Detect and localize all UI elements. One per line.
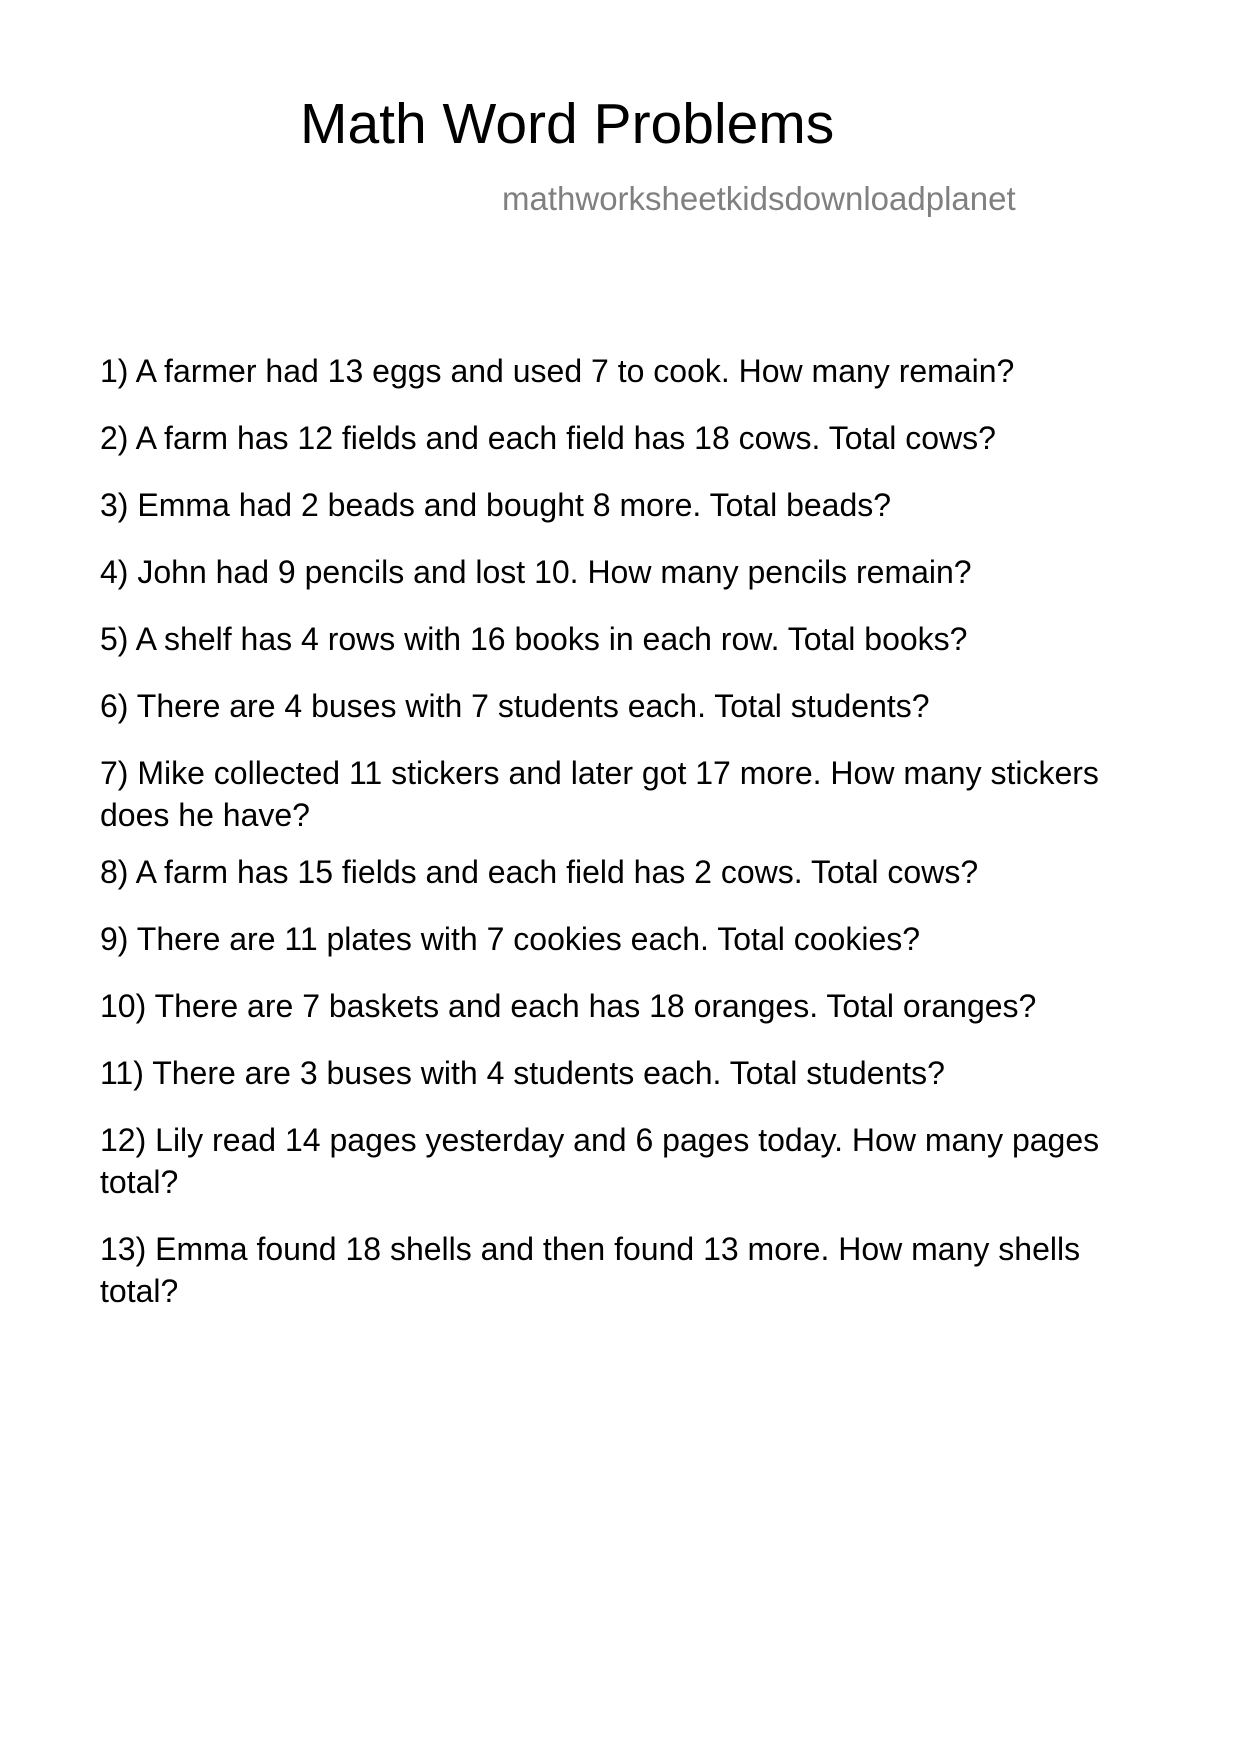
page-subtitle: mathworksheetkidsdownloadplanet xyxy=(502,180,1016,217)
problem-item: 1) A farmer had 13 eggs and used 7 to cook. How many remain? xyxy=(100,353,1015,389)
problem-item: 2) A farm has 12 fields and each field has 18 cows. Total cows? xyxy=(100,420,996,456)
problem-item: 4) John had 9 pencils and lost 10. How many pencils remain? xyxy=(100,554,972,590)
problem-item: 12) Lily read 14 pages yesterday and 6 pages today. How many pages total? xyxy=(100,1122,1100,1200)
page-title: Math Word Problems xyxy=(300,92,835,156)
problem-item: 11) There are 3 buses with 4 students each. Total students? xyxy=(100,1055,945,1091)
problem-item: 3) Emma had 2 beads and bought 8 more. Total beads? xyxy=(100,487,892,523)
problem-item: 10) There are 7 baskets and each has 18 oranges. Total oranges? xyxy=(100,988,1037,1024)
problem-item: 7) Mike collected 11 stickers and later got 17 more. How many stickers does he have? xyxy=(100,755,1099,833)
problem-item: 9) There are 11 plates with 7 cookies each. Total cookies? xyxy=(100,921,921,957)
problem-item: 8) A farm has 15 fields and each field has 2 cows. Total cows? xyxy=(100,854,979,890)
problem-item: 6) There are 4 buses with 7 students each. Total students? xyxy=(100,688,930,724)
problem-item: 5) A shelf has 4 rows with 16 books in each row. Total books? xyxy=(100,621,968,657)
problem-list xyxy=(100,350,1140,1337)
problem-item: 13) Emma found 18 shells and then found 13 more. How many shells total? xyxy=(100,1231,1081,1309)
